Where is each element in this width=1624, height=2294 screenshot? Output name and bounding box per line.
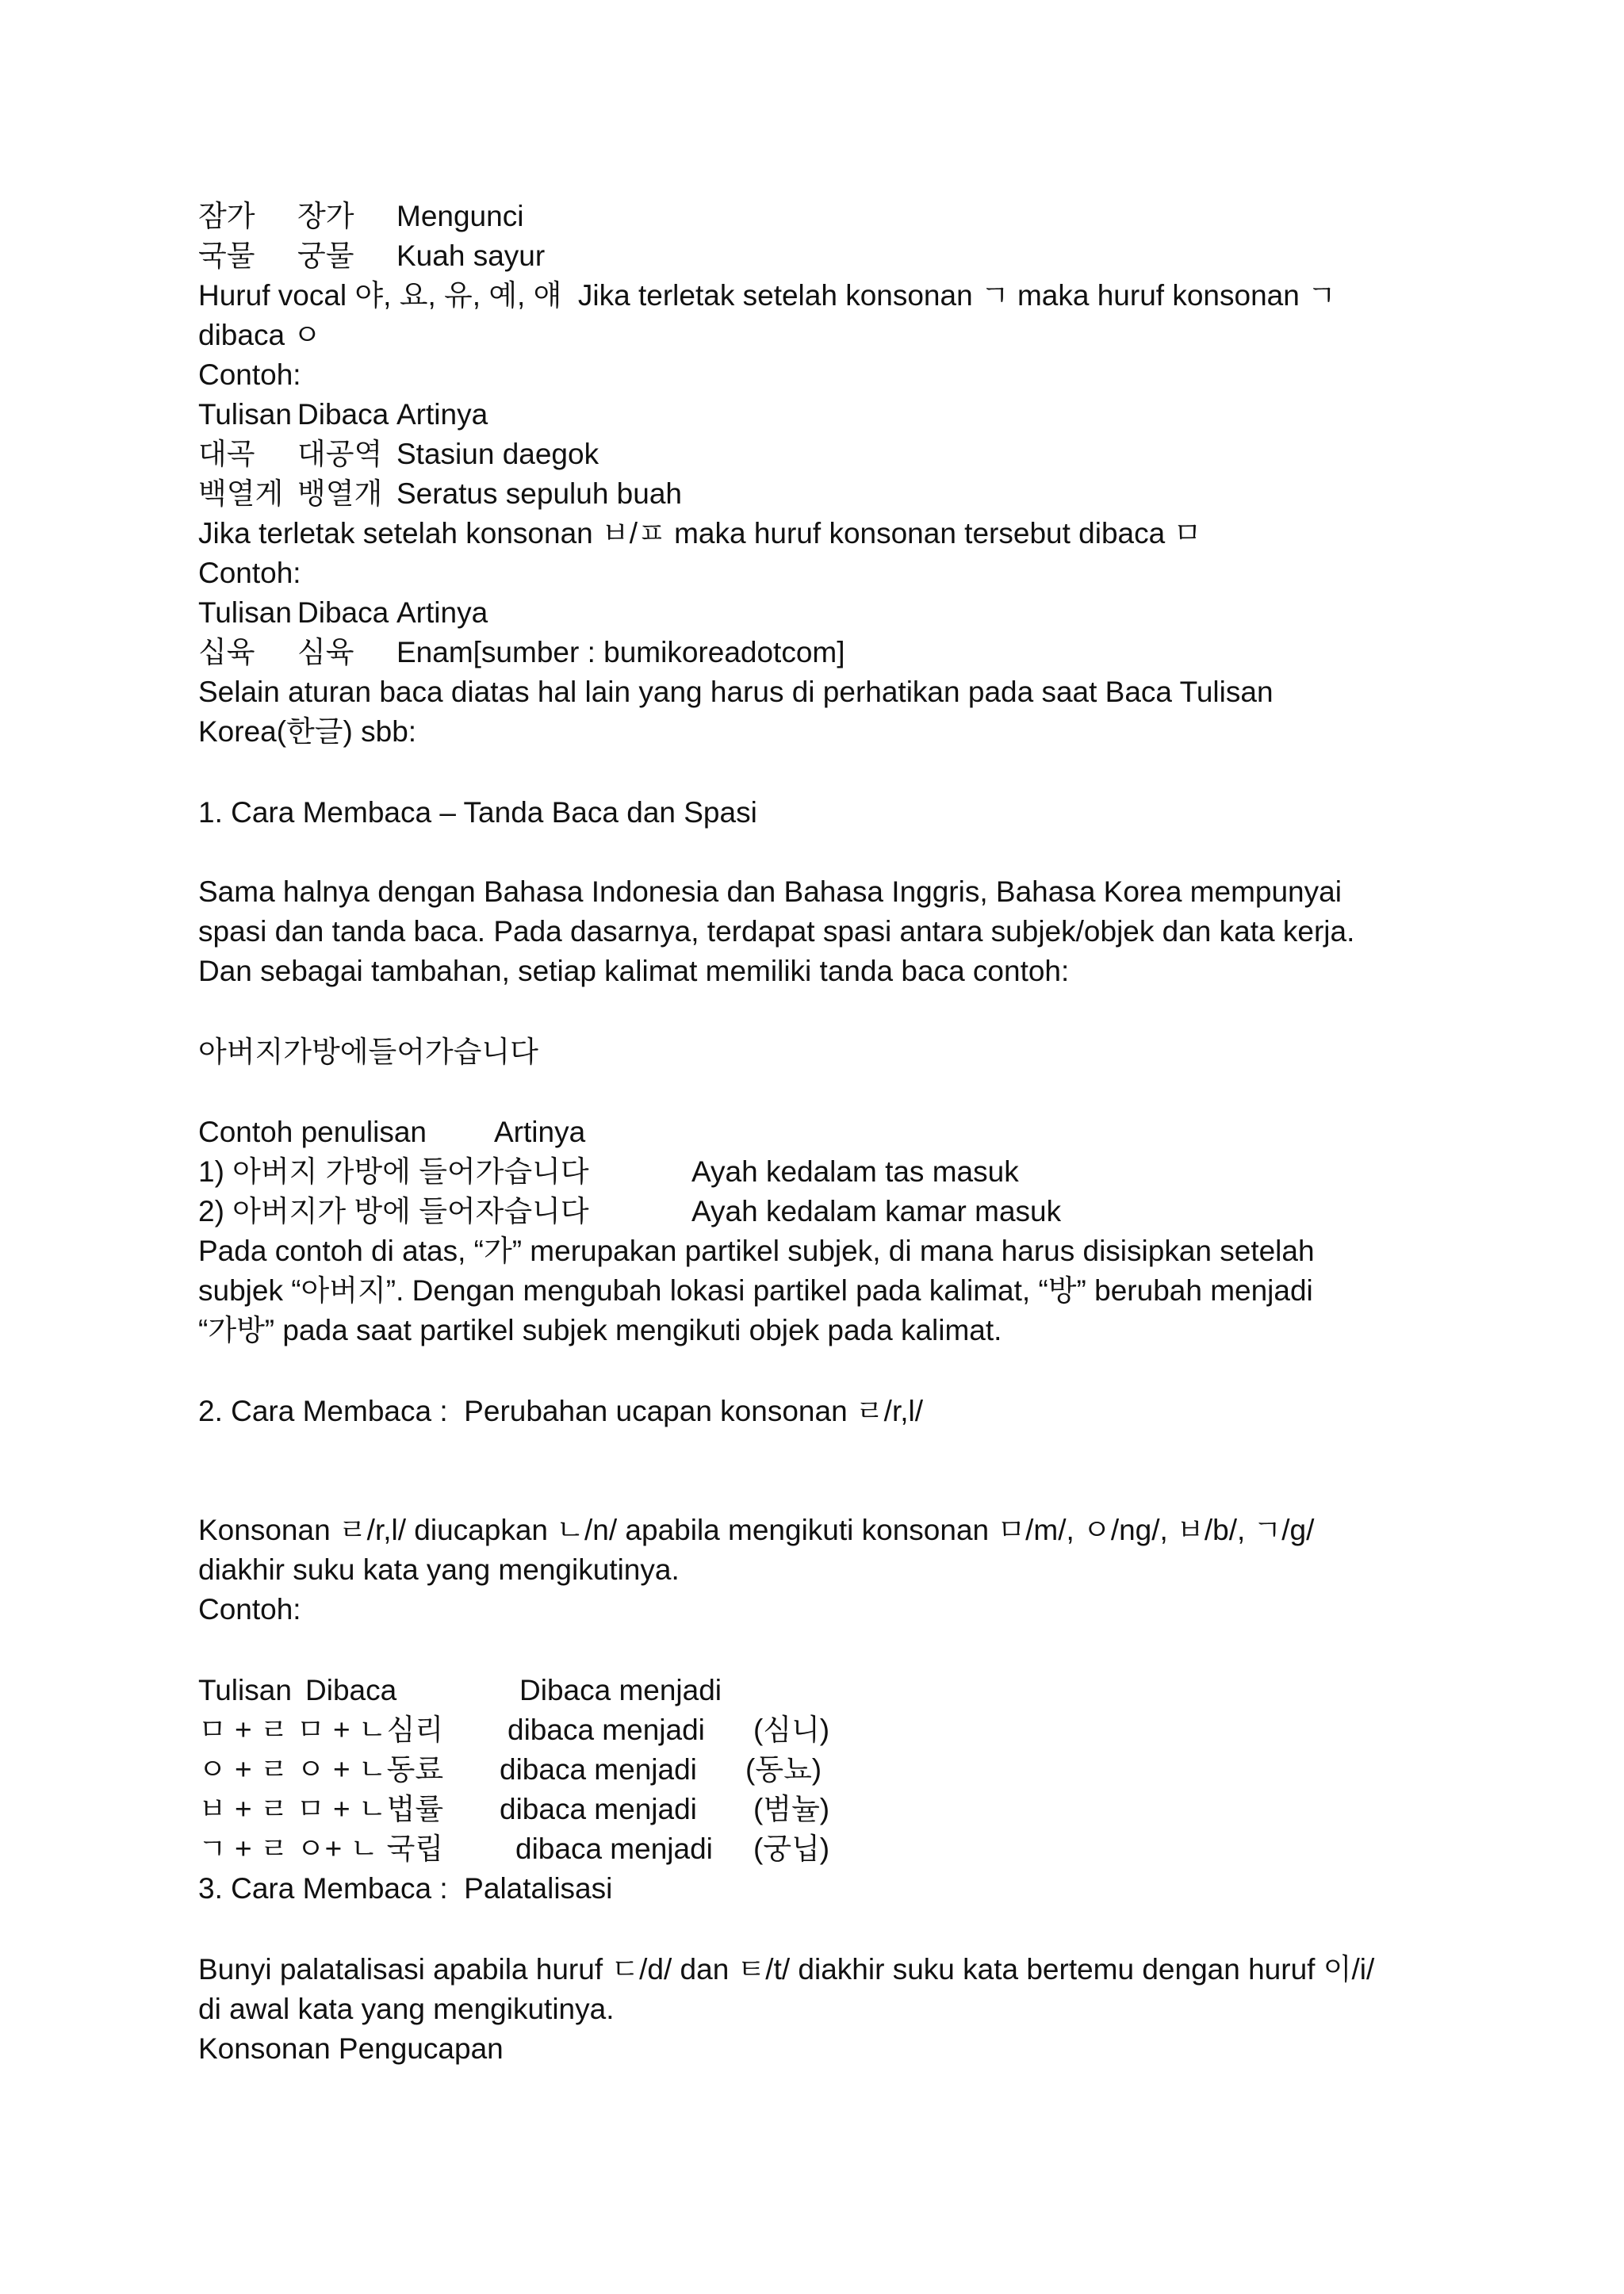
paragraph-line: Korea(한글) sbb: <box>198 715 417 748</box>
paragraph-line: Jika terletak setelah konsonan ㅂ/ㅍ maka huruf konsonan tersebut dibaca ㅁ <box>198 517 1202 550</box>
rule-formula: ㅂ + ㄹ ㅁ + ㄴ법률 <box>198 1793 444 1825</box>
paragraph-line: subjek “아버지”. Dengan mengubah lokasi partikel pada kalimat, “방” berubah menjadi <box>198 1274 1313 1307</box>
korean-example-sentence: 아버지가방에들어가습니다 <box>198 1036 538 1068</box>
section-heading-2: 2. Cara Membaca : Perubahan ucapan konsonan ㄹ/r,l/ <box>198 1395 924 1427</box>
table-header <box>198 593 488 633</box>
rule-row-simni <box>198 1710 830 1750</box>
paragraph-line: “가방” pada saat partikel subjek mengikuti objek pada kalimat. <box>198 1314 1002 1346</box>
meaning: Seratus sepuluh buah <box>396 477 682 510</box>
paragraph-line: Huruf vocal 야, 요, 유, 예, 얘 Jika terletak setelah konsonan ㄱ maka huruf konsonan ㄱ <box>198 279 1336 312</box>
example-label: Contoh: <box>198 358 301 391</box>
section-heading-3: 3. Cara Membaca : Palatalisasi <box>198 1872 613 1905</box>
vocab-row-gungmul <box>198 236 546 276</box>
rule-row-dongnyo <box>198 1750 822 1790</box>
meaning: Kuah sayur <box>396 239 546 272</box>
header-tulisan: Tulisan <box>198 596 292 629</box>
header-penulisan: Contoh penulisan <box>198 1116 427 1148</box>
example-sentence: 1) 아버지 가방에 들어가습니다 <box>198 1155 589 1188</box>
meaning: Enam[sumber : bumikoreadotcom] <box>396 636 845 668</box>
rule-result: (동뇨) <box>745 1753 822 1786</box>
header-dibaca-menjadi: Dibaca menjadi <box>519 1674 722 1706</box>
example-label: Contoh: <box>198 1593 301 1626</box>
rule-result: (범뉼) <box>753 1793 830 1825</box>
vocab-row-jamga <box>198 197 524 236</box>
header-artinya: Artinya <box>494 1116 586 1148</box>
written-word: 잠가 <box>198 200 255 232</box>
read-word: 궁물 <box>297 239 354 272</box>
rule-result: (궁닙) <box>753 1833 830 1865</box>
paragraph-line: dibaca ㅇ <box>198 319 322 351</box>
table-header <box>198 395 488 435</box>
header-artinya: Artinya <box>396 398 488 431</box>
paragraph-line: Konsonan ㄹ/r,l/ diucapkan ㄴ/n/ apabila mengikuti konsonan ㅁ/m/, ㅇ/ng/, ㅂ/b/, ㄱ/g/ <box>198 1514 1315 1546</box>
rule-label: dibaca menjadi <box>500 1793 697 1825</box>
vocab-row-daegok <box>198 435 599 474</box>
written-word: 백열게 <box>198 477 284 510</box>
example-sentence: 2) 아버지가 방에 들어자습니다 <box>198 1195 589 1227</box>
example-label: Contoh: <box>198 557 301 589</box>
vocab-row-simyuk <box>198 633 845 672</box>
section-heading-1: 1. Cara Membaca – Tanda Baca dan Spasi <box>198 796 757 829</box>
rule-formula: ㅁ + ㄹ ㅁ + ㄴ심리 <box>198 1714 444 1746</box>
header-dibaca: Dibaca <box>297 596 389 629</box>
rule-label: dibaca menjadi <box>500 1753 697 1786</box>
example-header <box>198 1113 586 1152</box>
vocab-row-baegyeol <box>198 474 682 514</box>
table-header-konsonan: Konsonan Pengucapan <box>198 2032 504 2065</box>
paragraph-line: Selain aturan baca diatas hal lain yang harus di perhatikan pada saat Baca Tulisan <box>198 676 1274 708</box>
paragraph-line: diakhir suku kata yang mengikutinya. <box>198 1553 680 1586</box>
rule-result: (심니) <box>753 1714 830 1746</box>
rule-label: dibaca menjadi <box>515 1833 713 1865</box>
rule-row-beomnyul <box>198 1790 830 1829</box>
read-word: 대공역 <box>297 438 383 470</box>
read-word: 심육 <box>297 636 354 668</box>
header-tulisan: Tulisan <box>198 1674 292 1706</box>
rule-row-gungnip <box>198 1829 830 1869</box>
rule-formula: ㅇ + ㄹ ㅇ + ㄴ동료 <box>198 1753 444 1786</box>
written-word: 대곡 <box>198 438 255 470</box>
header-artinya: Artinya <box>396 596 488 629</box>
meaning: Stasiun daegok <box>396 438 599 470</box>
header-dibaca: Dibaca <box>305 1674 397 1706</box>
rule-label: dibaca menjadi <box>508 1714 705 1746</box>
written-word: 국물 <box>198 239 255 272</box>
example-row-2 <box>198 1192 1062 1231</box>
example-meaning: Ayah kedalam tas masuk <box>691 1155 1019 1188</box>
paragraph-line: Bunyi palatalisasi apabila huruf ㄷ/d/ dan ㅌ/t/ diakhir suku kata bertemu dengan huruf 이/i/ <box>198 1953 1375 1986</box>
paragraph-line: Pada contoh di atas, “가” merupakan partikel subjek, di mana harus disisipkan setelah <box>198 1235 1315 1267</box>
paragraph-line: di awal kata yang mengikutinya. <box>198 1993 615 2025</box>
paragraph-line: spasi dan tanda baca. Pada dasarnya, terdapat spasi antara subjek/objek dan kata kerja. <box>198 915 1355 948</box>
read-word: 장가 <box>297 200 354 232</box>
read-word: 뱅열개 <box>297 477 383 510</box>
header-dibaca: Dibaca <box>297 398 389 431</box>
written-word: 십육 <box>198 636 255 668</box>
rule-table-header <box>198 1671 722 1710</box>
paragraph-line: Dan sebagai tambahan, setiap kalimat memiliki tanda baca contoh: <box>198 955 1070 987</box>
paragraph-line: Sama halnya dengan Bahasa Indonesia dan Bahasa Inggris, Bahasa Korea mempunyai <box>198 875 1342 908</box>
meaning: Mengunci <box>396 200 524 232</box>
rule-formula: ㄱ + ㄹ ㅇ+ ㄴ 국립 <box>198 1833 444 1865</box>
example-meaning: Ayah kedalam kamar masuk <box>691 1195 1062 1227</box>
example-row-1 <box>198 1152 1019 1192</box>
header-tulisan: Tulisan <box>198 398 292 431</box>
